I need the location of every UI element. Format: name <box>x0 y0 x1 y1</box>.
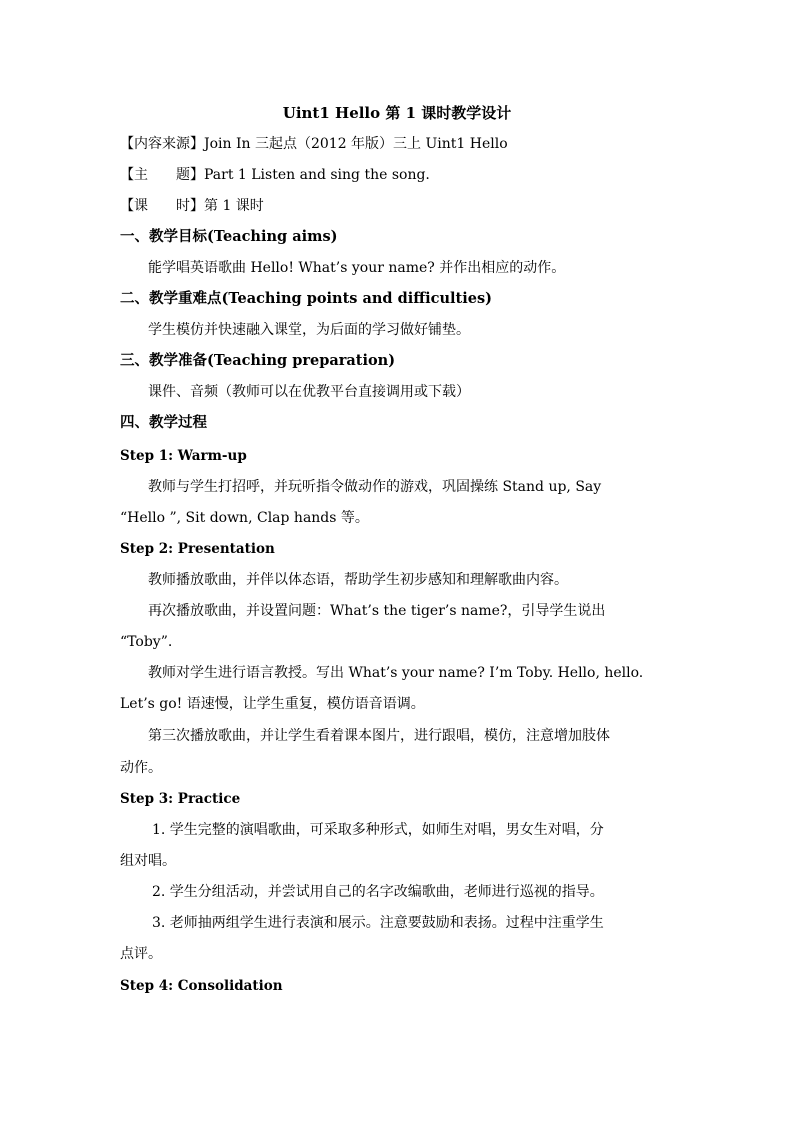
step2-p3-line1: 教师对学生进行语言教授。写出 What’s your name? I’m Toby. Hello, hello. <box>148 665 644 681</box>
step1-heading: Step 1: Warm-up <box>120 448 247 464</box>
step3-item1-line2: 组对唱。 <box>120 853 176 869</box>
section-process-heading: 四、教学过程 <box>120 414 207 431</box>
step2-p4-line1: 第三次播放歌曲，并让学生看着课本图片，进行跟唱，模仿，注意增加肢体 <box>148 728 610 744</box>
step3-item2: 2. 学生分组活动，并尝试用自己的名字改编歌曲，老师进行巡视的指导。 <box>152 884 604 900</box>
step3-item3-line1: 3. 老师抽两组学生进行表演和展示。注意要鼓励和表扬。过程中注重学生 <box>152 915 604 931</box>
step1-line2: “Hello ”, Sit down, Clap hands 等。 <box>120 510 369 526</box>
section-preparation-heading: 三、教学准备(Teaching preparation) <box>120 352 396 369</box>
step3-heading: Step 3: Practice <box>120 791 241 807</box>
step2-p2-line1: 再次播放歌曲，并设置问题：What’s the tiger’s name?，引导学生说出 <box>148 603 606 619</box>
step2-p4-line2: 动作。 <box>120 760 162 776</box>
section-aims-heading: 一、教学目标(Teaching aims) <box>120 228 338 245</box>
meta-source: 【内容来源】Join In 三起点（2012 年版）三上 Uint1 Hello <box>120 136 508 152</box>
step4-heading: Step 4: Consolidation <box>120 978 283 994</box>
step2-heading: Step 2: Presentation <box>120 541 275 557</box>
step2-p1: 教师播放歌曲，并伴以体态语，帮助学生初步感知和理解歌曲内容。 <box>148 572 568 588</box>
section-points-body: 学生模仿并快速融入课堂，为后面的学习做好铺垫。 <box>148 322 470 338</box>
step1-line1: 教师与学生打招呼，并玩听指令做动作的游戏，巩固操练 Stand up, Say <box>148 479 602 495</box>
section-preparation-body: 课件、音频（教师可以在优教平台直接调用或下载） <box>148 384 470 400</box>
step3-item3-line2: 点评。 <box>120 946 162 962</box>
section-points-heading: 二、教学重难点(Teaching points and difficulties) <box>120 290 493 307</box>
meta-period: 【课 时】第 1 课时 <box>120 198 264 214</box>
step2-p2-line2: “Toby”. <box>120 634 173 650</box>
section-aims-body: 能学唱英语歌曲 Hello! What’s your name? 并作出相应的动作。 <box>148 260 566 276</box>
step2-p3-line2: Let’s go! 语速慢，让学生重复，模仿语音语调。 <box>120 696 425 712</box>
document-title: Uint1 Hello 第 1 课时教学设计 <box>282 104 512 122</box>
meta-topic: 【主 题】Part 1 Listen and sing the song. <box>120 167 430 183</box>
step3-item1-line1: 1. 学生完整的演唱歌曲，可采取多种形式，如师生对唱，男女生对唱，分 <box>152 822 604 838</box>
